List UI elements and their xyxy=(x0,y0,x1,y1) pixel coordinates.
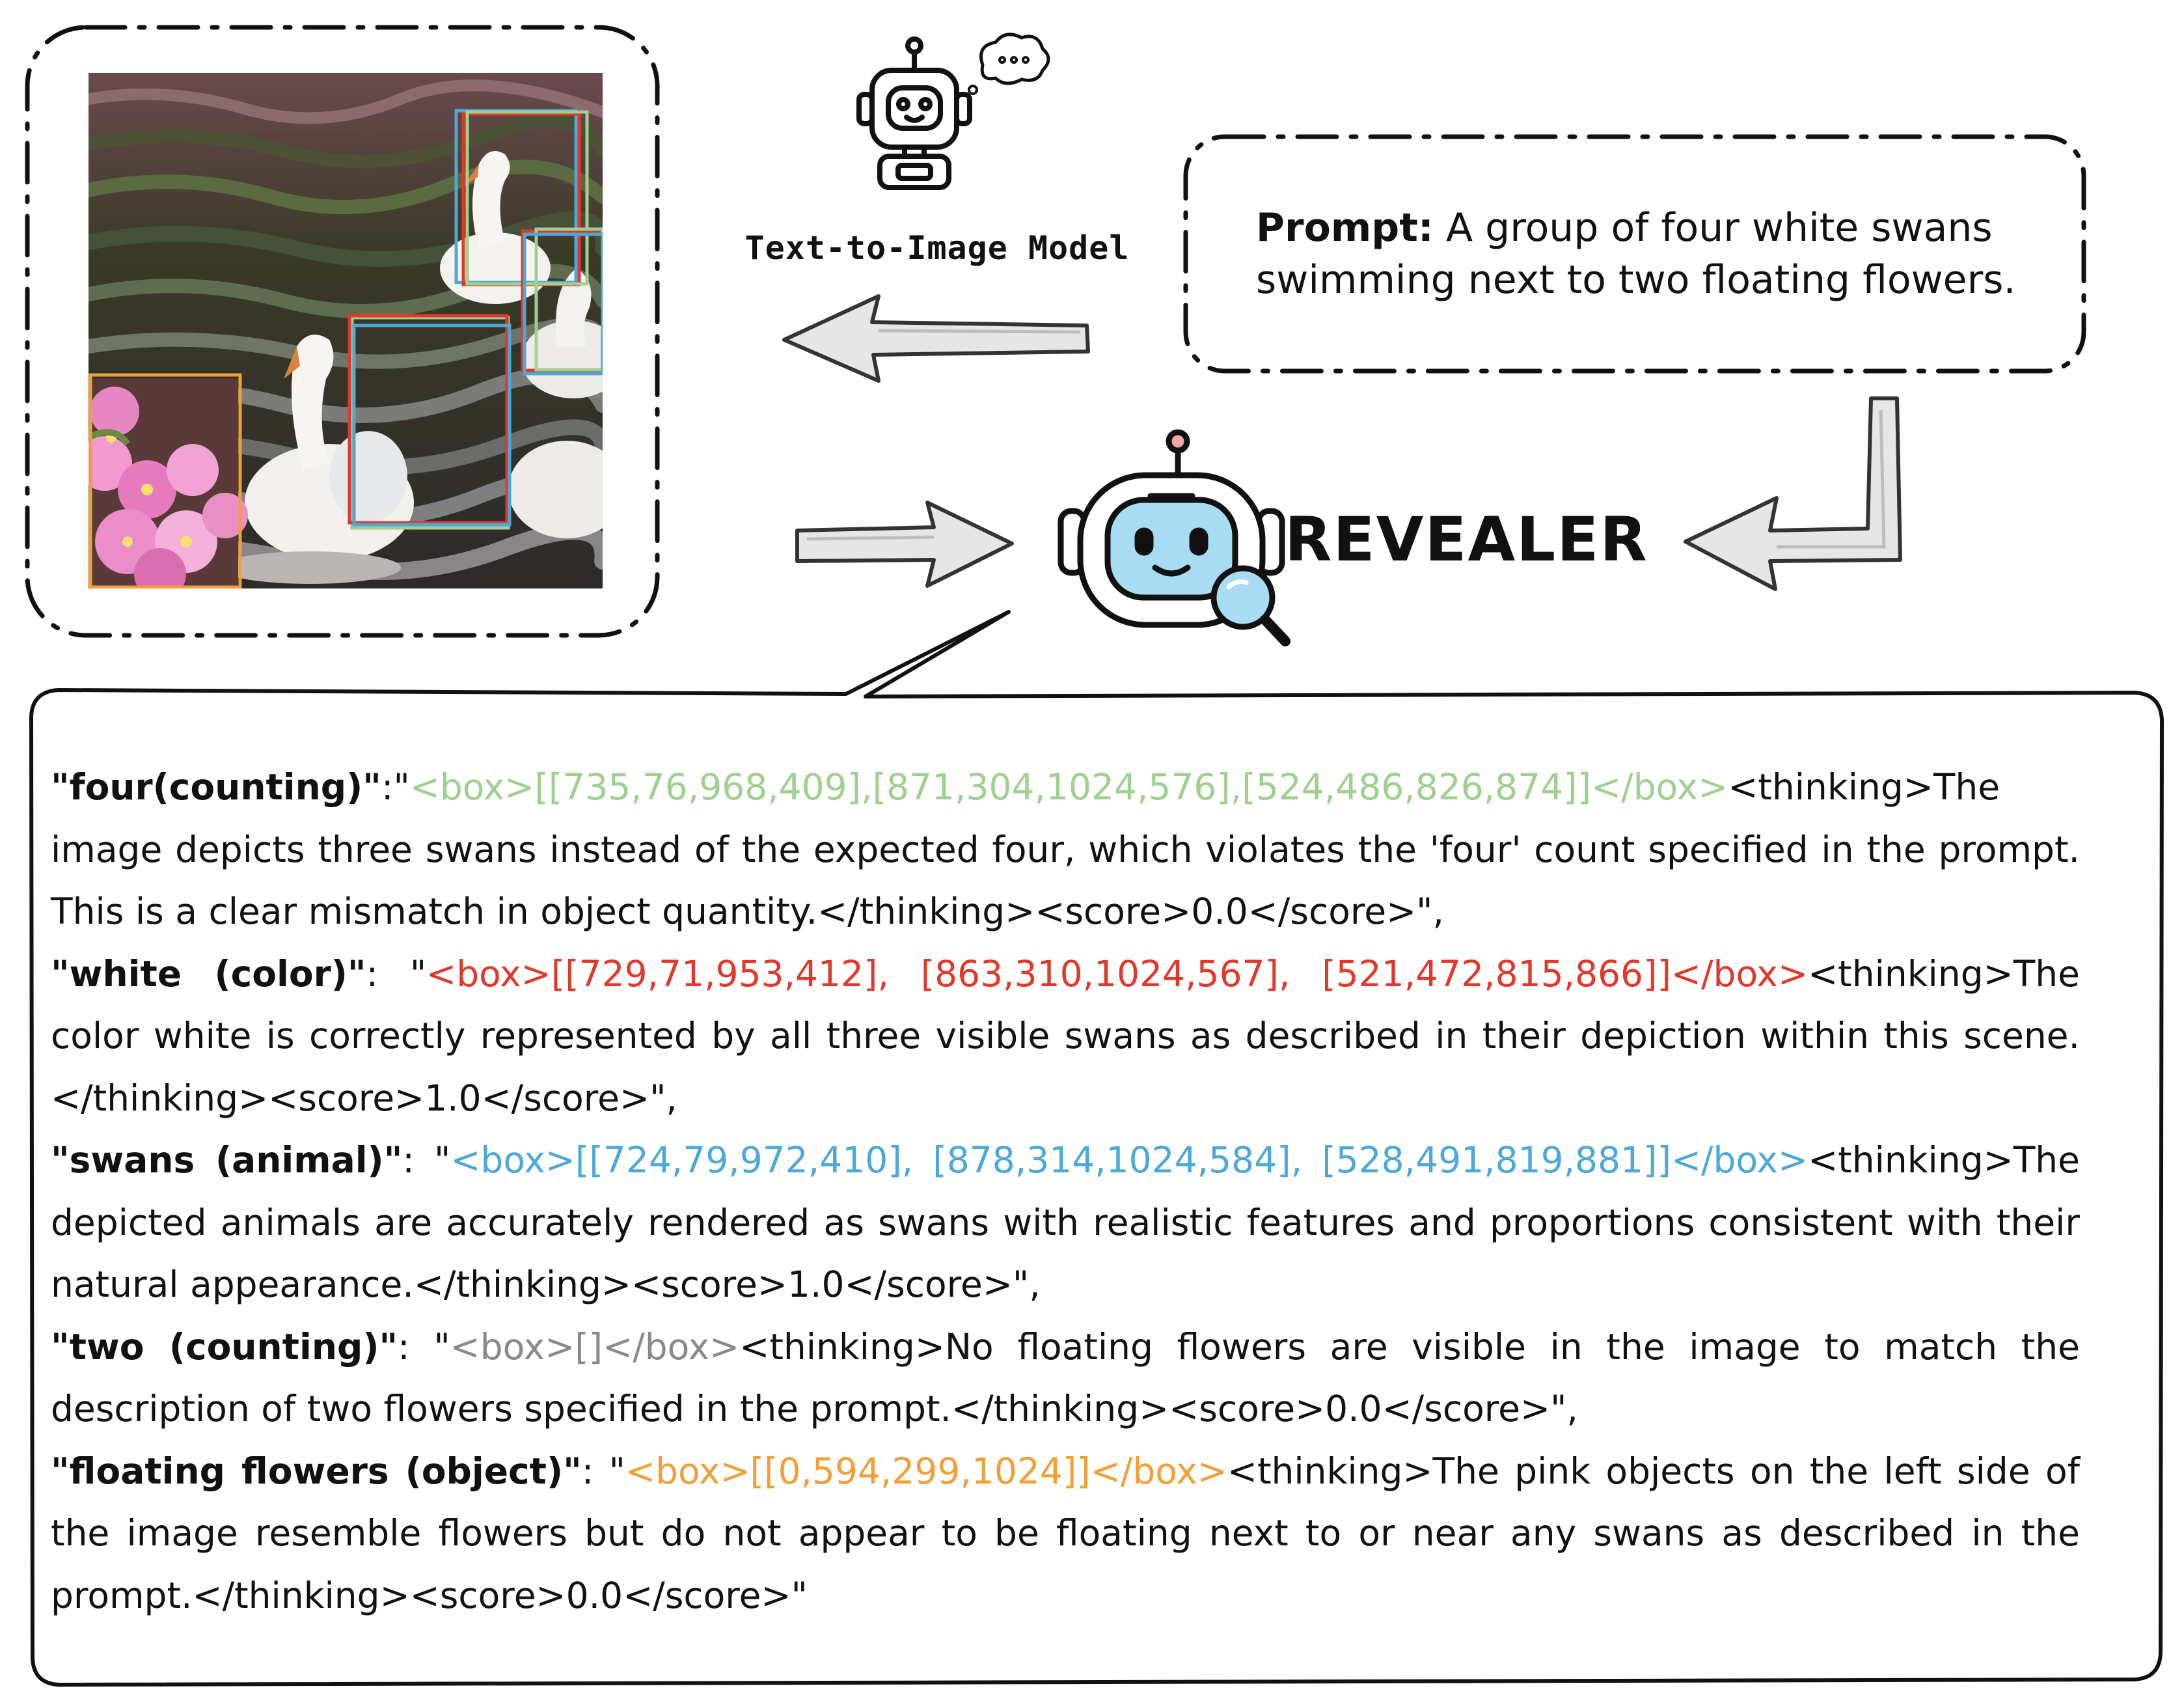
entry-key: "two (counting)" xyxy=(51,1325,398,1368)
entry-box: <box>[[724,79,972,410], [878,314,1024,584], [528,491,819,881]]</box> xyxy=(450,1139,1809,1181)
arrow-image-to-revealer-icon xyxy=(787,495,1022,592)
arrow-left-to-image-icon xyxy=(774,286,1100,391)
output-entry-four: "four(counting)":"<box>[[735,76,968,409],[871,304,1024,576],[524,486,826,874]]</box><thinking>The image depicts three swans instead of the expected four, which violates the 'four' count specified in the prompt. This is a clear mismatch in object quantity.</thinking><score>0.0</score>", xyxy=(51,766,2080,932)
entry-thinking: <thinking>No floating flowers are visible in the image to match the description of two flowers specified in the prompt.</thinking><score>0.0</score>", xyxy=(51,1325,2081,1430)
entry-key: "four(counting)" xyxy=(51,766,381,808)
revealer-label: REVEALER xyxy=(1285,504,1648,575)
entry-thinking: <thinking>The color white is correctly represented by all three visible swans as described in their depiction within this scene.</thinking><score>1.0</score>", xyxy=(51,952,2080,1119)
entry-thinking: <thinking>The image depicts three swans instead of the expected four, which violates the 'four' count specified in the prompt. This is a clear mismatch in object quantity.</thinking><score>0.0</score>", xyxy=(51,766,2080,932)
robot-thinking-icon xyxy=(839,26,1054,208)
text-to-image-model-label: Text-to-Image Model xyxy=(744,229,1130,267)
entry-thinking: <thinking>The pink objects on the left side of the image resemble flowers but do not appear to be floating next to or near any swans as described in the prompt.</thinking><score>0.0</score>" xyxy=(51,1450,2080,1616)
entry-thinking: <thinking>The depicted animals are accurately rendered as swans with realistic features and proportions consistent with their natural appearance.</thinking><score>1.0</score>", xyxy=(51,1139,2080,1305)
prompt-text xyxy=(1256,202,2056,306)
entry-key: "swans (animal)" xyxy=(51,1139,403,1181)
prompt-label: Prompt: xyxy=(1256,205,1434,251)
entry-box: <box>[]</box> xyxy=(450,1325,740,1368)
entry-box: <box>[[735,76,968,409],[871,304,1024,576],[524,486,826,874]]</box> xyxy=(409,766,1728,808)
output-entry-flowers: "floating flowers (object)": "<box>[[0,594,299,1024]]</box><thinking>The pink objects on the left side of the image resemble flowers but do not appear to be floating next to or near any swans as described in the prompt.</thinking><score>0.0</score>" xyxy=(51,1450,2080,1616)
entry-box: <box>[[0,594,299,1024]]</box> xyxy=(625,1450,1227,1492)
entry-key: "white (color)" xyxy=(51,952,366,995)
entry-key: "floating flowers (object)" xyxy=(51,1450,582,1492)
revealer-output-text xyxy=(51,756,2080,1627)
generated-image xyxy=(89,73,603,588)
output-entry-white: "white (color)": "<box>[[729,71,953,412], [863,310,1024,567], [521,472,815,866]]</box><thinking>The color white is correctly represented by all three visible swans as described in their depiction within this scene.</thinking><score>1.0</score>", xyxy=(51,952,2080,1119)
entry-box: <box>[[729,71,953,412], [863,310,1024,567], [521,472,815,866]]</box> xyxy=(426,952,1809,995)
prompt-content: A group of four white swans swimming next to two floating flowers. xyxy=(1256,205,2016,303)
arrow-prompt-to-revealer-icon xyxy=(1672,391,1907,599)
pink-flowers xyxy=(89,379,248,588)
output-entry-two: "two (counting)": "<box>[]</box><thinking>No floating flowers are visible in the image to match the description of two flowers specified in the prompt.</thinking><score>0.0</score>", xyxy=(51,1325,2081,1430)
output-entry-swans: "swans (animal)": "<box>[[724,79,972,410], [878,314,1024,584], [528,491,819,881]]</box><thinking>The depicted animals are accurately rendered as swans with realistic features and proportions consistent with their natural appearance.</thinking><score>1.0</score>", xyxy=(51,1139,2080,1305)
